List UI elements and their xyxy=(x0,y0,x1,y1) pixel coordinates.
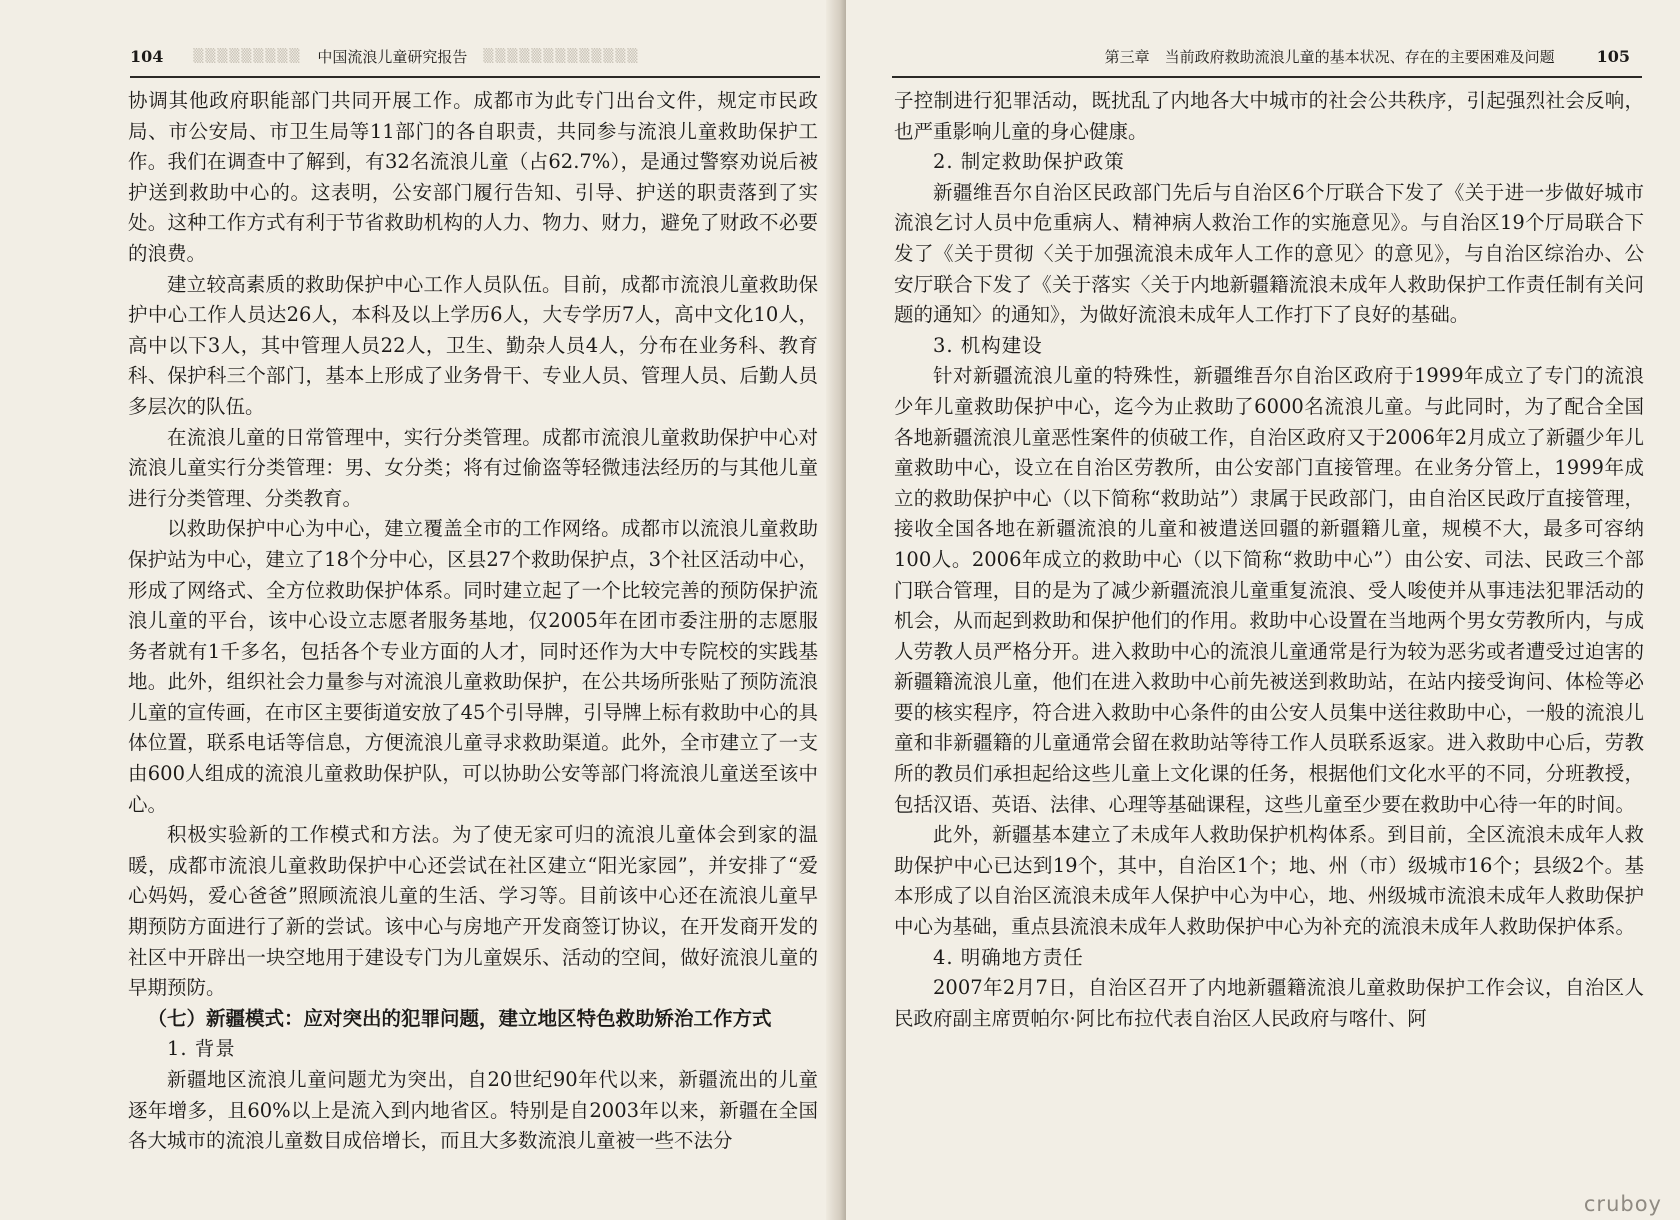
paragraph: 积极实验新的工作模式和方法。为了使无家可归的流浪儿童体会到家的温暖，成都市流浪儿童救助保护中心还尝试在社区建立“阳光家园”，并安排了“爱心妈妈，爱心爸爸”照顾流浪儿童的生活、学习等。目前该中心还在流浪儿童早期预防方面进行了新的尝试。该中心与房地产开发商签订协议，在开发商开发的社区中开辟出一块空地用于建设专门为儿童娱乐、活动的空间，做好流浪儿童的早期预防。 xyxy=(128,823,818,1000)
subsection-heading: 1. 背景 xyxy=(167,1037,236,1061)
left-page-body xyxy=(128,86,818,1157)
right-page-body xyxy=(894,86,1644,1034)
paragraph: 2007年2月7日，自治区召开了内地新疆籍流浪儿童救助保护工作会议，自治区人民政府副主席贾帕尔·阿比布拉代表自治区人民政府与喀什、阿 xyxy=(894,976,1644,1030)
left-header-rule xyxy=(130,76,820,78)
right-running-header xyxy=(900,36,1630,76)
left-page-number: 104 xyxy=(130,46,164,66)
left-running-title: 中国流浪儿童研究报告 xyxy=(317,47,468,66)
paragraph: 新疆地区流浪儿童问题尤为突出，自20世纪90年代以来，新疆流出的儿童逐年增多，且60%以上是流入到内地省区。特别是自2003年以来，新疆在全国各大城市的流浪儿童数目成倍增长，而且大多数流浪儿童被一些不法分 xyxy=(128,1068,818,1153)
paragraph: 此外，新疆基本建立了未成年人救助保护机构体系。到目前，全区流浪未成年人救助保护中心已达到19个，其中，自治区1个；地、州（市）级城市16个；县级2个。基本形成了以自治区流浪未成年人保护中心为中心，地、州级城市流浪未成年人救助保护中心为基础，重点县流浪未成年人救助保护中心为补充的流浪未成年人救助保护体系。 xyxy=(894,823,1644,939)
bleed-through-text: ▒▒▒▒▒▒▒▒▒▒▒▒▒ xyxy=(483,48,640,64)
paragraph: 协调其他政府职能部门共同开展工作。成都市为此专门出台文件，规定市民政局、市公安局、市卫生局等11部门的各自职责，共同参与流浪儿童救助保护工作。我们在调查中了解到，有32名流浪儿童（占62.7%），是通过警察劝说后被护送到救助中心的。这表明，公安部门履行告知、引导、护送的职责落到了实处。这种工作方式有利于节省救助机构的人力、物力、财力，避免了财政不必要的浪费。 xyxy=(128,89,818,265)
paragraph: 在流浪儿童的日常管理中，实行分类管理。成都市流浪儿童救助保护中心对流浪儿童实行分类管理：男、女分类；将有过偷盗等轻微违法经历的与其他儿童进行分类管理、分类教育。 xyxy=(128,425,818,510)
paragraph: 子控制进行犯罪活动，既扰乱了内地各大中城市的社会公共秩序，引起强烈社会反响，也严重影响儿童的身心健康。 xyxy=(894,89,1644,143)
bleed-through-text: ▒▒▒▒▒▒▒▒▒ xyxy=(193,48,302,64)
right-page-number: 105 xyxy=(1596,46,1630,66)
paragraph: 以救助保护中心为中心，建立覆盖全市的工作网络。成都市以流浪儿童救助保护站为中心，建立了18个分中心，区县27个救助保护点，3个社区活动中心，形成了网络式、全方位救助保护体系。同时建立起了一个比较完善的预防保护流浪儿童的平台，该中心设立志愿者服务基地，仅2005年在团市委注册的志愿服务者就有1千多名，包括各个专业方面的人才，同时还作为大中专院校的实践基地。此外，组织社会力量参与对流浪儿童救助保护，在公共场所张贴了预防流浪儿童的宣传画，在市区主要街道安放了45个引导牌，引导牌上标有救助中心的具体位置，联系电话等信息，方便流浪儿童寻求救助渠道。此外，全市建立了一支由600人组成的流浪儿童救助保护队，可以协助公安等部门将流浪儿童送至该中心。 xyxy=(128,517,818,816)
paragraph: 针对新疆流浪儿童的特殊性，新疆维吾尔自治区政府于1999年成立了专门的流浪少年儿童救助保护中心，迄今为止救助了6000名流浪儿童。与此同时，为了配合全国各地新疆流浪儿童恶性案件的侦破工作，自治区政府又于2006年2月成立了新疆少年儿童救助中心，设立在自治区劳教所，由公安部门直接管理。在业务分管上，1999年成立的救助保护中心（以下简称“救助站”）隶属于民政部门，由自治区民政厅直接管理，接收全国各地在新疆流浪的儿童和被遣送回疆的新疆籍儿童，规模不大，最多可容纳100人。2006年成立的救助中心（以下简称“救助中心”）由公安、司法、民政三个部门联合管理，目的是为了减少新疆流浪儿童重复流浪、受人唆使并从事违法犯罪活动的机会，从而起到救助和保护他们的作用。救助中心设置在当地两个男女劳教所内，与成人劳教人员严格分开。进入救助中心的流浪儿童通常是行为较为恶劣或者遭受过迫害的新疆籍流浪儿童，他们在进入救助中心前先被送到救助站，在站内接受询问、体检等必要的核实程序，符合进入救助中心条件的由公安人员集中送往救助中心，一般的流浪儿童和非新疆籍的儿童通常会留在救助站等待工作人员联系返家。进入救助中心后，劳教所的教员们承担起给这些儿童上文化课的任务，根据他们文化水平的不同，分班教授，包括汉语、英语、法律、心理等基础课程，这些儿童至少要在救助中心待一年的时间。 xyxy=(894,364,1644,816)
right-running-title: 第三章 当前政府救助流浪儿童的基本状况、存在的主要困难及问题 xyxy=(1104,47,1555,66)
subsection-heading: 2. 制定救助保护政策 xyxy=(933,150,1125,174)
paragraph: 建立较高素质的救助保护中心工作人员队伍。目前，成都市流浪儿童救助保护中心工作人员达26人，本科及以上学历6人，大专学历7人，高中文化10人，高中以下3人，其中管理人员22人，卫生、勤杂人员4人，分布在业务科、教育科、保护科三个部门，基本上形成了业务骨干、专业人员、管理人员、后勤人员多层次的队伍。 xyxy=(128,272,818,418)
left-running-header xyxy=(130,36,822,76)
section-heading: （七）新疆模式：应对突出的犯罪问题，建立地区特色救助矫治工作方式 xyxy=(147,1006,772,1030)
right-header-rule xyxy=(892,76,1642,78)
subsection-heading: 3. 机构建设 xyxy=(933,333,1043,357)
right-page xyxy=(846,0,1680,1220)
watermark: cruboy xyxy=(1583,1192,1662,1216)
paragraph: 新疆维吾尔自治区民政部门先后与自治区6个厅联合下发了《关于进一步做好城市流浪乞讨人员中危重病人、精神病人救治工作的实施意见》。与自治区19个厅局联合下发了《关于贯彻〈关于加强流浪未成年人工作的意见〉的意见》，与自治区综治办、公安厅联合下发了《关于落实〈关于内地新疆籍流浪未成年人救助保护工作责任制有关问题的通知〉的通知》，为做好流浪未成年人工作打下了良好的基础。 xyxy=(894,180,1644,327)
subsection-heading: 4. 明确地方责任 xyxy=(933,945,1084,969)
